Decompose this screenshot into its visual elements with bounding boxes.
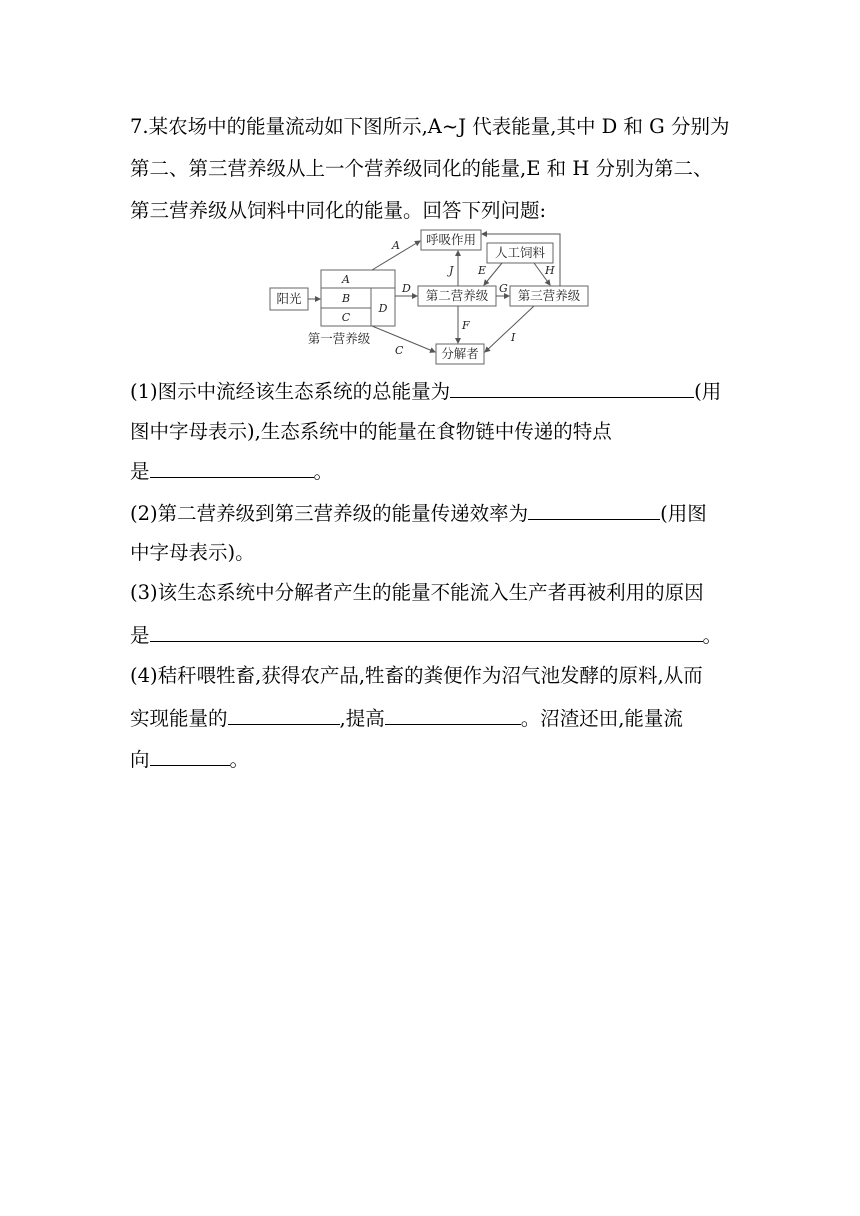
edge-label-F: F: [462, 319, 470, 332]
q1-text-b: (用: [694, 380, 722, 403]
edge-label-A: A: [392, 239, 400, 252]
q4-line-1: (4)秸秆喂牲畜,获得农产品,牲畜的粪便作为沼气池发酵的原料,从而: [130, 664, 703, 687]
level1-caption: 第一营养级: [307, 331, 371, 346]
q3-answer-blank[interactable]: [150, 621, 703, 642]
q2-text-b: (用图: [660, 502, 707, 525]
edge-label-C: C: [395, 344, 404, 357]
q1-text-e: 。: [313, 460, 334, 483]
sunlight-label: 阳光: [276, 291, 302, 306]
arrow-C: [372, 326, 435, 352]
q2-answer-blank[interactable]: [528, 499, 660, 520]
level2-label: 第二营养级: [425, 288, 489, 303]
q3-text-b: 是: [130, 624, 150, 647]
q4-text-f: 。: [229, 748, 250, 771]
feed-label: 人工饲料: [494, 245, 546, 260]
q3-line-1: (3)该生态系统中分解者产生的能量不能流入生产者再被利用的原因: [130, 581, 704, 604]
edge-label-H: H: [545, 264, 555, 277]
question-stem-line-3: 第三营养级从饲料中同化的能量。回答下列问题:: [130, 199, 547, 222]
edge-label-E: E: [478, 264, 487, 277]
edge-label-I: I: [511, 331, 516, 344]
q4-text-b: 实现能量的: [130, 707, 228, 730]
edge-label-G: G: [499, 282, 508, 295]
q2-line-1: [130, 499, 707, 527]
question-stem-line-1: 7.某农场中的能量流动如下图所示,A~J 代表能量,其中 D 和 G 分别为: [130, 115, 730, 138]
energy-flow-diagram: [262, 228, 602, 370]
q1-answer-blank-1[interactable]: [450, 377, 694, 398]
arrow-I: [485, 306, 534, 352]
decomposer-label: 分解者: [441, 346, 479, 361]
q4-text-e: 向: [130, 748, 150, 771]
q4-text-d: 。沼渣还田,能量流: [520, 707, 683, 730]
box-label-b: B: [341, 292, 351, 305]
q2-text-a: (2)第二营养级到第三营养级的能量传递效率为: [130, 502, 529, 525]
question-stem-line-2: 第二、第三营养级从上一个营养级同化的能量,E 和 H 分别为第二、: [130, 157, 713, 180]
q1-text-d: 是: [130, 460, 150, 483]
q4-answer-blank-2[interactable]: [385, 704, 521, 725]
respiration-label: 呼吸作用: [425, 232, 477, 247]
box-label-c: C: [341, 311, 351, 324]
q1-answer-blank-2[interactable]: [150, 457, 314, 478]
q1-line-3: [130, 457, 333, 485]
edge-label-D: D: [402, 282, 411, 295]
q2-line-2: 中字母表示)。: [130, 541, 255, 564]
q1-text-a: (1)图示中流经该生态系统的总能量为: [130, 380, 451, 403]
box-label-a: A: [342, 273, 350, 286]
q1-line-1: [130, 377, 721, 405]
q4-answer-blank-3[interactable]: [150, 745, 230, 766]
level3-label: 第三营养级: [517, 288, 581, 303]
q4-line-3: [130, 745, 249, 773]
box-label-d: D: [378, 302, 388, 315]
edge-label-J: J: [449, 264, 454, 277]
q1-line-2: 图中字母表示),生态系统中的能量在食物链中传递的特点: [130, 420, 612, 443]
q4-answer-blank-1[interactable]: [228, 704, 340, 725]
q4-text-c: ,提高: [339, 707, 385, 730]
q3-line-2: [130, 621, 722, 649]
q4-line-2: [130, 704, 683, 732]
q3-text-c: 。: [702, 624, 723, 647]
producer-box: [321, 270, 395, 326]
